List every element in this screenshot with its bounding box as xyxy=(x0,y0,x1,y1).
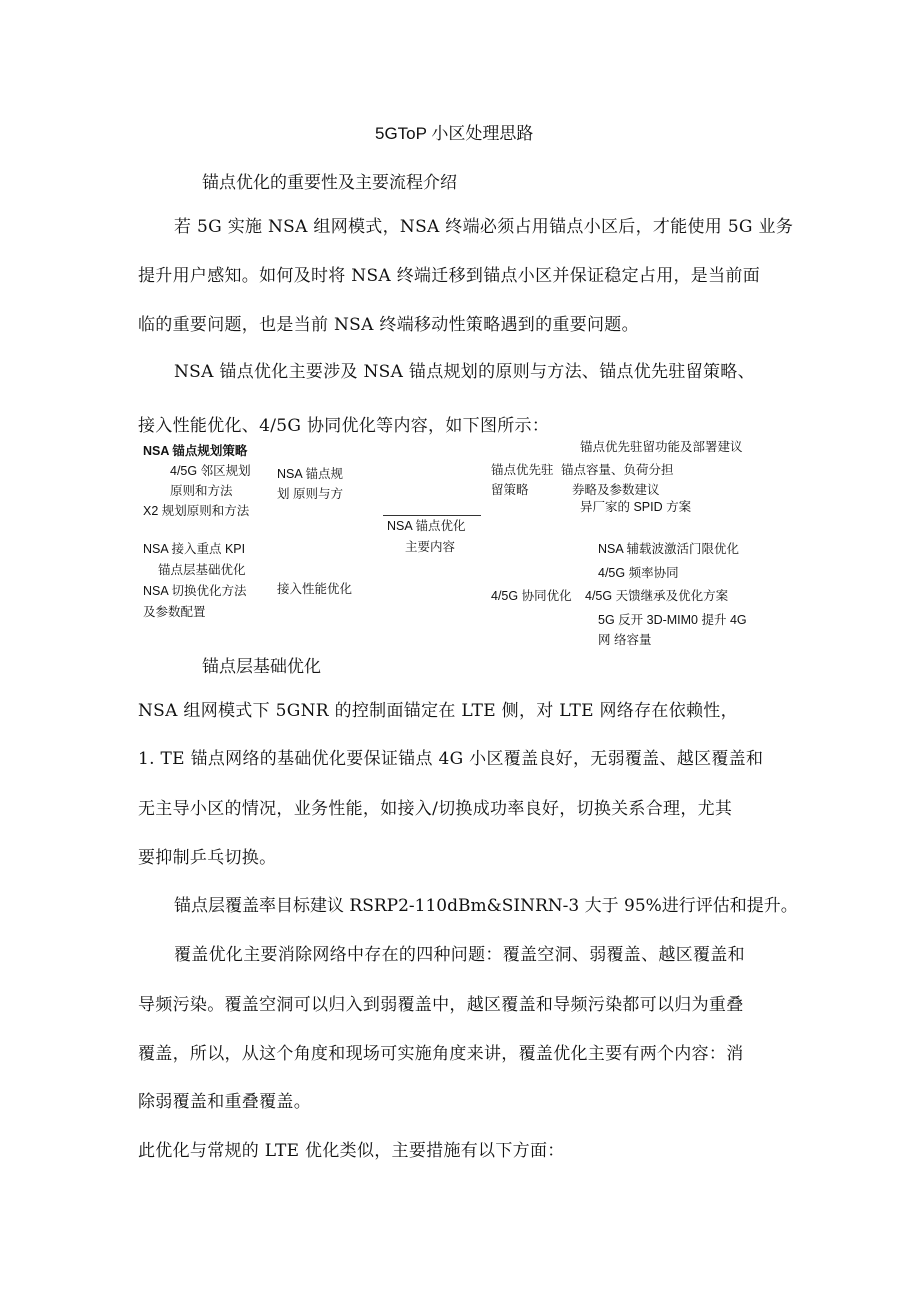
mm-center-subtitle: 主要内容 xyxy=(405,540,456,554)
paragraph-line: 接入性能优化、4/5G 协同优化等内容，如下图所示： xyxy=(138,416,550,436)
mm-coop-item: 4/5G 天馈继承及优化方案 xyxy=(585,589,729,603)
mm-plan-item: 4/5G 邻区规划 xyxy=(170,464,251,478)
section-heading-anchor-importance: 锚点优化的重要性及主要流程介绍 xyxy=(202,173,457,192)
mm-plan-title: NSA 锚点规划策略 xyxy=(143,444,248,458)
mm-coop-item: 4/5G 频率协同 xyxy=(598,566,679,580)
page-title: 5GToP 小区处理思路 xyxy=(375,124,534,143)
mm-access-item: NSA 切换优化方法 xyxy=(143,584,247,598)
section-heading-base-optimization: 锚点层基础优化 xyxy=(202,657,321,676)
mm-coop-branch: 4/5G 协同优化 xyxy=(491,589,572,603)
mm-access-branch: 接入性能优化 xyxy=(277,582,353,596)
paragraph-line: 覆盖，所以，从这个角度和现场可实施角度来讲，覆盖优化主要有两个内容：消 xyxy=(138,1044,744,1064)
mm-reside-branch: 留策略 xyxy=(491,483,529,497)
paragraph-line: 要抑制乒乓切换。 xyxy=(138,848,277,868)
mm-plan-item: X2 规划原则和方法 xyxy=(143,504,250,518)
mm-access-item: 锚点层基础优化 xyxy=(158,563,246,577)
mm-reside-top: 锚点优先驻留功能及部署建议 xyxy=(580,440,743,454)
mm-coop-item: 网 络容量 xyxy=(598,633,652,647)
paragraph-line: 1. TE 锚点网络的基础优化要保证锚点 4G 小区覆盖良好，无弱覆盖、越区覆盖和 xyxy=(138,749,764,769)
mm-reside-item: 券略及参数建议 xyxy=(572,483,660,497)
paragraph-line: 导频污染。覆盖空洞可以归入到弱覆盖中，越区覆盖和导频污染都可以归为重叠 xyxy=(138,995,744,1015)
mm-plan-branch: NSA 锚点规 xyxy=(277,467,343,481)
paragraph-line: 覆盖优化主要消除网络中存在的四种问题：覆盖空洞、弱覆盖、越区覆盖和 xyxy=(174,945,745,965)
mm-reside-branch: 锚点优先驻 xyxy=(491,463,554,477)
mm-reside-item: 锚点容量、负荷分担 xyxy=(561,463,674,477)
mm-access-item: 及参数配置 xyxy=(143,605,206,619)
paragraph-line: 除弱覆盖和重叠覆盖。 xyxy=(138,1092,311,1112)
paragraph-line: 提升用户感知。如何及时将 NSA 终端迁移到锚点小区并保证稳定占用，是当前面 xyxy=(138,266,761,286)
mm-coop-item: NSA 辅载波激活门限优化 xyxy=(598,542,739,556)
mm-coop-item: 5G 反开 3D-MIM0 提升 4G xyxy=(598,613,747,627)
paragraph-line: 锚点层覆盖率目标建议 RSRP2-110dBm&SINRN-3 大于 95%进行评估和提升。 xyxy=(174,896,798,916)
paragraph-line: 临的重要问题，也是当前 NSA 终端移动性策略遇到的重要问题。 xyxy=(138,315,639,335)
paragraph-line: 若 5G 实施 NSA 组网模式，NSA 终端必须占用锚点小区后，才能使用 5G 业务 xyxy=(174,217,794,237)
paragraph-line: NSA 组网模式下 5GNR 的控制面锚定在 LTE 侧，对 LTE 网络存在依赖性， xyxy=(138,701,738,721)
paragraph-line: NSA 锚点优化主要涉及 NSA 锚点规划的原则与方法、锚点优先驻留策略、 xyxy=(174,362,755,382)
paragraph-line: 此优化与常规的 LTE 优化类似，主要措施有以下方面： xyxy=(138,1141,565,1161)
mm-center-title: NSA 锚点优化 xyxy=(387,519,466,533)
mm-center-divider xyxy=(383,515,481,516)
mm-plan-item: 原则和方法 xyxy=(170,484,233,498)
mm-reside-item: 异厂家的 SPID 方案 xyxy=(580,500,692,514)
paragraph-line: 无主导小区的情况，业务性能，如接入/切换成功率良好，切换关系合理，尤其 xyxy=(138,799,733,819)
mm-access-item: NSA 接入重点 KPI xyxy=(143,542,246,556)
mm-plan-branch: 划 原则与方 xyxy=(277,487,343,501)
